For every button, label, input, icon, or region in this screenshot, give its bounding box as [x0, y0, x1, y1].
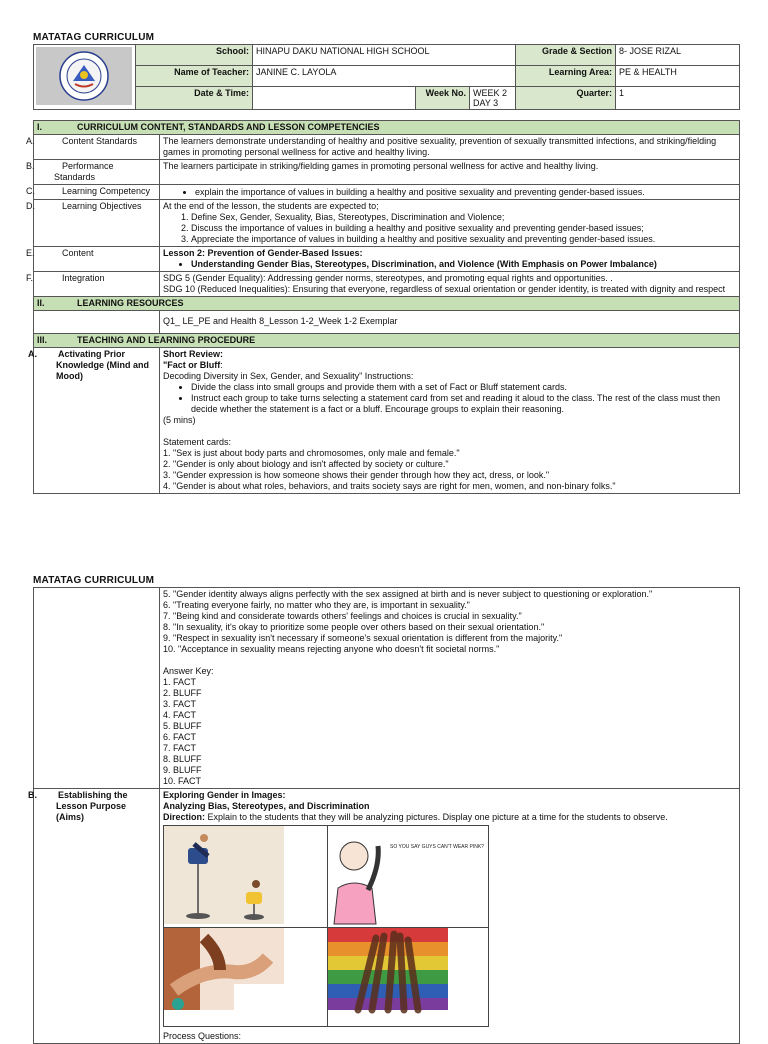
objectives-intro: At the end of the lesson, the students are expected to; — [163, 201, 379, 211]
answer-item: 3. FACT — [163, 699, 197, 709]
resources-text: Q1_ LE_PE and Health 8_Lesson 1-2_Week 1-2 Exemplar — [160, 311, 740, 334]
answer-item: 1. FACT — [163, 677, 197, 687]
page-2 — [28, 575, 739, 1044]
proc-a-label-text: Activating Prior Knowledge (Mind and Mood) — [56, 349, 149, 381]
proc-b-label — [28, 789, 160, 1044]
quarter-label: Quarter: — [516, 87, 616, 110]
row-d-letter: D. — [26, 201, 35, 211]
competency-item: • explain the importance of values in building a healthy and positive sexuality and preventing gender-based issues. — [195, 187, 736, 198]
row-a-label — [26, 135, 160, 160]
quarter-value: 1 — [616, 87, 740, 110]
row-e-label-text: Content — [62, 248, 94, 258]
row-b-label — [26, 160, 160, 185]
lesson-topic: • Understanding Gender Bias, Stereotypes, Discrimination, and Violence (With Emphasis on Power Imbalance) — [191, 259, 736, 270]
proc-a-label — [28, 348, 160, 494]
curriculum-title-2: MATATAG CURRICULUM — [33, 575, 155, 586]
integration-cell — [160, 272, 740, 297]
answer-key-title: Answer Key: — [163, 666, 214, 676]
process-questions-label: Process Questions: — [163, 1031, 242, 1041]
direction-label: Direction: — [163, 812, 206, 822]
week-number: WEEK 2 — [473, 88, 508, 98]
answer-item: 2. BLUFF — [163, 688, 202, 698]
procedure-table-continued — [28, 587, 740, 1044]
picture-4-cell — [328, 928, 489, 1027]
resources-empty-cell — [34, 311, 160, 334]
answer-item: 9. BLUFF — [163, 765, 202, 775]
sdg-5-text: SDG 5 (Gender Equality): Addressing gender norms, stereotypes, and promoting equal rights and opportunities. . — [163, 273, 613, 283]
week-label: Week No. — [416, 87, 470, 110]
row-f-letter: F. — [26, 273, 34, 283]
rainbow-hands-picture — [328, 928, 448, 1010]
teacher-value: JANINE C. LAYOLA — [253, 66, 516, 87]
statement-card: 8. "In sexuality, it's okay to prioritize some people over others based on their sexual orientation." — [163, 622, 545, 632]
row-c-label — [26, 185, 160, 200]
statement-card: 5. "Gender identity always aligns perfectly with the sex assigned at birth and is never subject to questioning or exploration." — [163, 589, 653, 599]
short-review-heading: Short Review: — [163, 349, 224, 359]
grade-label: Grade & Section — [516, 45, 616, 66]
instruction-bullet: • Divide the class into small groups and provide them with a set of Fact or Bluff statement cards. — [191, 382, 736, 393]
row-a-letter: A. — [26, 136, 35, 146]
row-c-label-text: Learning Competency — [62, 186, 151, 196]
fact-or-bluff-heading — [163, 360, 736, 371]
picture-3-cell — [164, 928, 328, 1027]
instructions-text: Decoding Diversity in Sex, Gender, and Sexuality" Instructions: — [163, 371, 414, 381]
date-value — [253, 87, 416, 110]
fact-or-bluff-title: "Fact or Bluff — [163, 360, 221, 370]
lesson-title: Lesson 2: Prevention of Gender-Based Issues: — [163, 248, 363, 258]
analyzing-bias-heading: Analyzing Bias, Stereotypes, and Discrimination — [163, 801, 370, 811]
section-2-num: II. — [37, 298, 45, 308]
direction-body: Explain to the students that they will be analyzing pictures. Display one picture at a time for the students to observe. — [205, 812, 668, 822]
school-label: School: — [136, 45, 253, 66]
section-1-num: I. — [37, 122, 43, 132]
row-e-label — [26, 247, 160, 272]
sdg-10-text: SDG 10 (Reduced Inequalities): Ensuring that everyone, regardless of sexual orientation or gender identity, is treated with dignity and respect — [163, 284, 726, 294]
proc-a-cell — [160, 348, 740, 494]
answer-item: 10. FACT — [163, 776, 202, 786]
content-cell — [160, 247, 740, 272]
row-b-letter: B. — [26, 161, 35, 171]
school-value: HINAPU DAKU NATIONAL HIGH SCHOOL — [253, 45, 516, 66]
section-1-title: CURRICULUM CONTENT, STANDARDS AND LESSON COMPETENCIES — [77, 122, 380, 132]
statement-card: 3. "Gender expression is how someone shows their gender through how they act, dress, or look." — [163, 470, 550, 480]
objective-item: 2. Discuss the importance of values in building a healthy and positive sexuality and preventing gender-based issues; — [191, 223, 736, 234]
deped-seal-cell — [34, 45, 136, 110]
section-2-header — [34, 297, 740, 311]
row-b-label-text: Performance Standards — [54, 161, 114, 182]
row-f-label — [26, 272, 160, 297]
section-3-header — [34, 334, 740, 348]
grade-value: 8- JOSE RIZAL — [616, 45, 740, 66]
row-c-letter: C. — [26, 186, 35, 196]
statement-card: 4. "Gender is about what roles, behaviors, and traits society says are right for men, women, and non-binary folks." — [163, 481, 616, 491]
objective-item: 3. Appreciate the importance of values in building a healthy and positive sexuality and preventing gender-based issues. — [191, 234, 736, 245]
instruction-bullet: • Instruct each group to take turns selecting a statement card from set and reading it aloud to the class. The rest of the class must then decide whether the statement is a fact or a bluff. Encourage groups to explain their reasoning. — [191, 393, 736, 415]
fact-or-bluff-colon: : — [220, 360, 223, 370]
answer-item: 7. FACT — [163, 743, 197, 753]
area-label: Learning Area: — [516, 66, 616, 87]
seal-icon — [59, 51, 109, 101]
statement-card: 10. "Acceptance in sexuality means rejecting anyone who doesn't fit societal norms." — [163, 644, 500, 654]
row-f-label-text: Integration — [62, 273, 105, 283]
row-d-label-text: Learning Objectives — [62, 201, 142, 211]
statement-card: 1. "Sex is just about body parts and chromosomes, only male and female." — [163, 448, 460, 458]
area-value: PE & HEALTH — [616, 66, 740, 87]
learning-competency-cell — [160, 185, 740, 200]
content-standards-text: The learners demonstrate understanding of healthy and positive sexuality, prevention of sexually transmitted infections, and striking/fielding games in promoting personal wellness for active and healthy living. — [160, 135, 740, 160]
deped-seal-logo — [36, 47, 132, 105]
content-table — [26, 120, 740, 494]
teacher-label: Name of Teacher: — [136, 66, 253, 87]
row-d-label — [26, 200, 160, 247]
pink-shirt-picture — [328, 826, 484, 924]
header-table — [33, 44, 740, 110]
answer-item: 8. BLUFF — [163, 754, 202, 764]
date-label: Date & Time: — [136, 87, 253, 110]
pink-shirt-caption: SO YOU SAY GUYS CAN'T WEAR PINK? — [390, 844, 484, 850]
proc-b-cell — [160, 789, 740, 1044]
page-1 — [26, 32, 739, 494]
exploring-gender-heading: Exploring Gender in Images: — [163, 790, 286, 800]
curriculum-title: MATATAG CURRICULUM — [33, 32, 155, 43]
duration-text: (5 mins) — [163, 415, 196, 425]
proc-b-label-text: Establishing the Lesson Purpose (Aims) — [56, 790, 128, 822]
objective-item: 1. Define Sex, Gender, Sexuality, Bias, Stereotypes, Discrimination and Violence; — [191, 212, 736, 223]
row-a-label-text: Content Standards — [62, 136, 138, 146]
week-day: DAY 3 — [473, 98, 499, 108]
learning-objectives-cell — [160, 200, 740, 247]
picture-2-cell — [328, 826, 489, 928]
picture-1-cell — [164, 826, 328, 928]
section-2-title: LEARNING RESOURCES — [77, 298, 184, 308]
statement-card: 2. "Gender is only about biology and isn't affected by society or culture." — [163, 459, 449, 469]
section-3-title: TEACHING AND LEARNING PROCEDURE — [77, 335, 256, 345]
answer-item: 4. FACT — [163, 710, 197, 720]
row-e-letter: E. — [26, 248, 35, 258]
section-3-num: III. — [37, 335, 48, 345]
picture-grid — [163, 825, 489, 1027]
performance-standards-text: The learners participate in striking/fielding games in promoting personal wellness for active and healthy living. — [160, 160, 740, 185]
office-chairs-picture — [164, 826, 284, 924]
proc-b-letter: B. — [28, 790, 37, 800]
statement-cards-title: Statement cards: — [163, 437, 232, 447]
section-1-header — [34, 121, 740, 135]
statement-card: 9. "Respect in sexuality isn't necessary if someone's sexual orientation is different from the majority." — [163, 633, 563, 643]
hand-grab-picture — [164, 928, 284, 1010]
statement-card: 6. "Treating everyone fairly, no matter who they are, is important in sexuality." — [163, 600, 470, 610]
proc-a-letter: A. — [28, 349, 37, 359]
statement-card: 7. "Being kind and considerate towards others' feelings and choices is crucial in sexuality." — [163, 611, 522, 621]
week-value — [470, 87, 516, 110]
answer-item: 5. BLUFF — [163, 721, 202, 731]
statement-cards-continued — [160, 588, 740, 789]
answer-item: 6. FACT — [163, 732, 197, 742]
continued-empty-cell — [34, 588, 160, 789]
direction-text — [163, 812, 736, 823]
